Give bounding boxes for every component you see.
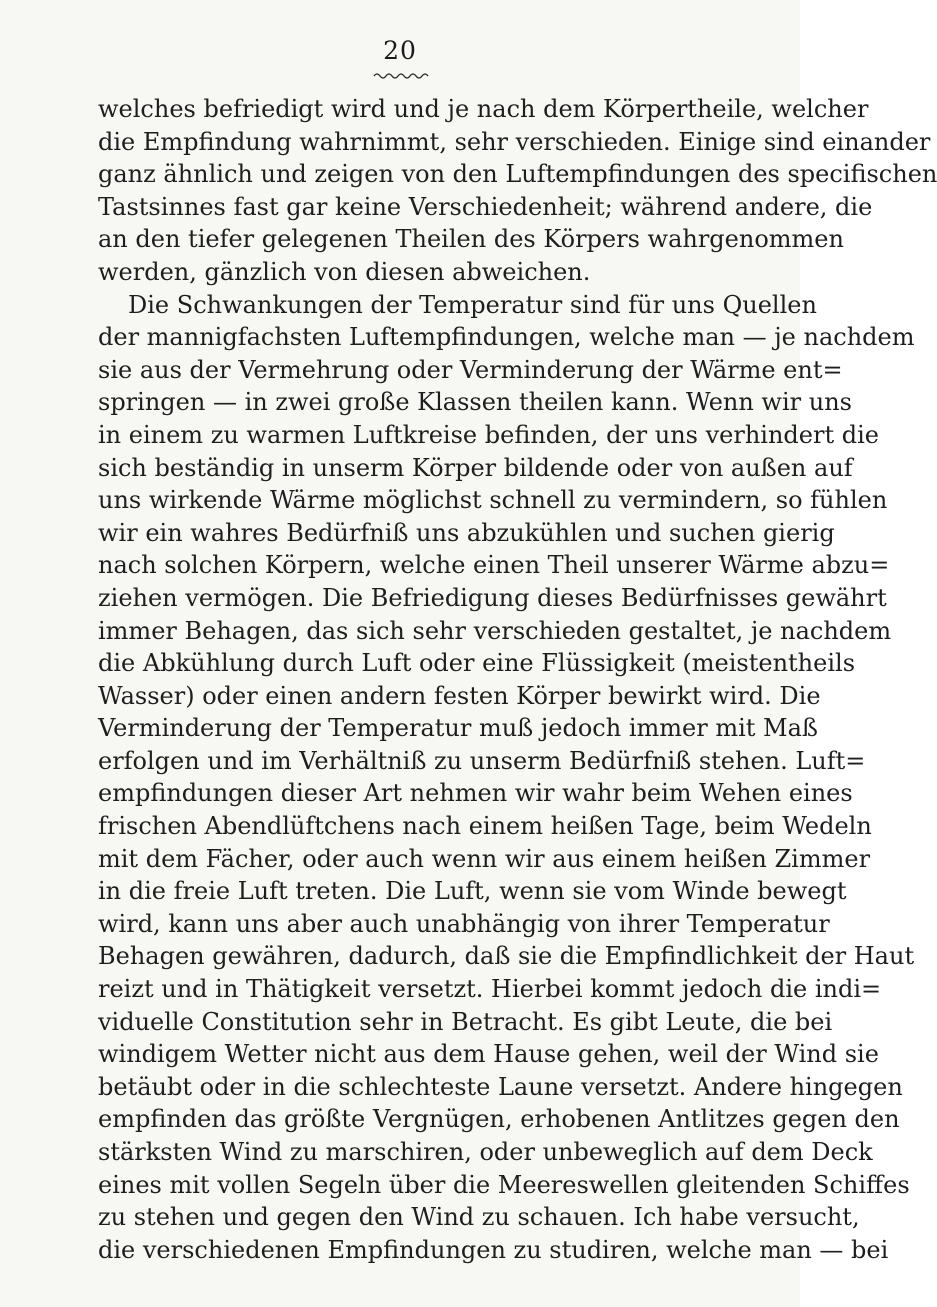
text-line: Verminderung der Temperatur muß jedoch immer mit Maß [98, 714, 818, 743]
text-line: werden, gänzlich von diesen abweichen. [98, 257, 591, 286]
text-line: sie aus der Vermehrung oder Verminderung der Wärme ent= [98, 355, 843, 384]
text-line: erfolgen und im Verhältniß zu unserm Bedürfniß stehen. Luft= [98, 746, 866, 775]
text-line: die Abkühlung durch Luft oder eine Flüssigkeit (meistentheils [98, 649, 856, 678]
text-line: welches befriedigt wird und je nach dem Körpertheile, welcher [98, 95, 869, 123]
text-line: viduelle Constitution sehr in Betracht. Es gibt Leute, die bei [98, 1007, 833, 1036]
text-line: betäubt oder in die schlechteste Laune versetzt. Andere hingegen [98, 1072, 903, 1101]
text-line: immer Behagen, das sich sehr verschieden gestaltet, je nachdem [98, 616, 892, 645]
text-line: an den tiefer gelegenen Theilen des Körpers wahrgenommen [98, 225, 844, 254]
text-line: wird, kann uns aber auch unabhängig von ihrer Temperatur [98, 909, 830, 938]
text-line: springen — in zwei große Klassen theilen kann. Wenn wir uns [98, 388, 852, 417]
text-line: empfinden das größte Vergnügen, erhobenen Antlitzes gegen den [98, 1105, 900, 1134]
text-line: mit dem Fächer, oder auch wenn wir aus einem heißen Zimmer [98, 844, 871, 873]
text-line: uns wirkende Wärme möglichst schnell zu vermindern, so fühlen [98, 486, 888, 515]
text-line: Tastsinnes fast gar keine Verschiedenheit; während andere, die [98, 192, 873, 221]
text-line: frischen Abendlüftchens nach einem heißen Tage, beim Wedeln [98, 812, 872, 841]
page-number-ornament [373, 72, 431, 80]
text-line: zu stehen und gegen den Wind zu schauen. Ich habe versucht, [98, 1203, 860, 1232]
text-line: Behagen gewähren, dadurch, daß sie die Empfindlichkeit der Haut [98, 942, 915, 971]
text-line: in einem zu warmen Luftkreise befinden, der uns verhindert die [98, 420, 879, 449]
page-number: 20 [383, 36, 417, 65]
text-line: reizt und in Thätigkeit versetzt. Hierbei kommt jedoch die indi= [98, 975, 882, 1004]
text-line: ganz ähnlich und zeigen von den Luftempfindungen des specifischen [98, 160, 937, 189]
body-text [98, 93, 937, 1266]
text-line: empfindungen dieser Art nehmen wir wahr beim Wehen eines [98, 779, 853, 808]
text-line: nach solchen Körpern, welche einen Theil unserer Wärme abzu= [98, 551, 890, 580]
text-line: Die Schwankungen der Temperatur sind für uns Quellen [128, 290, 817, 319]
text-line: Wasser) oder einen andern festen Körper bewirkt wird. Die [98, 681, 821, 710]
text-line: der mannigfachsten Luftempfindungen, welche man — je nachdem [98, 323, 915, 352]
text-line: sich beständig in unserm Körper bildende oder von außen auf [98, 453, 853, 482]
text-line: eines mit vollen Segeln über die Meereswellen gleitenden Schiffes [98, 1170, 910, 1199]
text-line: die verschiedenen Empfindungen zu studiren, welche man — bei [98, 1235, 889, 1264]
text-line: in die freie Luft treten. Die Luft, wenn sie vom Winde bewegt [98, 877, 847, 906]
text-line: wir ein wahres Bedürfniß uns abzukühlen und suchen gierig [98, 518, 835, 547]
text-line: die Empfindung wahrnimmt, sehr verschieden. Einige sind einander [98, 127, 931, 156]
text-line: stärksten Wind zu marschiren, oder unbeweglich auf dem Deck [98, 1138, 873, 1166]
text-line: ziehen vermögen. Die Befriedigung dieses Bedürfnisses gewährt [98, 583, 887, 612]
text-line: windigem Wetter nicht aus dem Hause gehen, weil der Wind sie [98, 1040, 879, 1069]
